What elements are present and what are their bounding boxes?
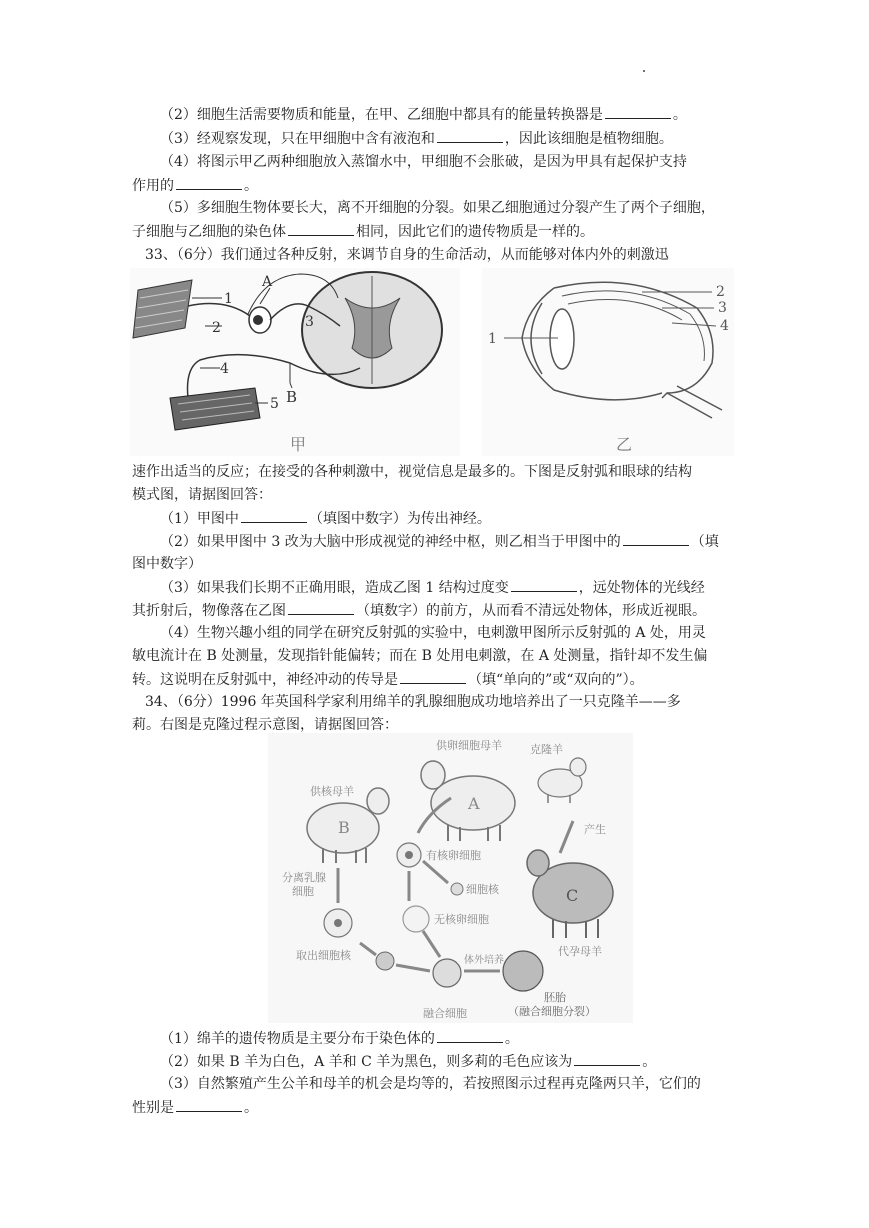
answer-blank[interactable] [241,508,307,523]
q34-intro: 34、（6分）1996 年英国科学家利用绵羊的乳腺细胞成功地培养出了一只克隆羊——多 [145,694,681,710]
answer-blank[interactable] [574,1051,640,1066]
label-embryo-note: （融合细胞分裂） [508,1005,596,1018]
eyeball-diagram [482,268,734,456]
q33-item-4-cont: 敏电流计在 B 处测量，发现指针能偏转；而在 B 处用电刺激，在 A 处测量，指针却不发生偏 [132,648,708,664]
q32-item-2: （2）细胞生活需要物质和能量，在甲、乙细胞中都具有的能量转换器是 。 [160,104,745,125]
q34-item-3-cont: 性别是 。 [132,1097,742,1118]
answer-blank[interactable] [437,1028,503,1043]
cloning-figure [268,733,633,1023]
q34-intro-2: 莉。右图是克隆过程示意图，请据图回答： [132,717,398,733]
jia-label-4: 4 [220,361,229,377]
q34-item-1: （1）绵羊的遗传物质是主要分布于染色体的 。 [160,1028,745,1049]
label-surrogate: 代孕母羊 [558,945,602,958]
q34-item-3: （3）自然繁殖产生公羊和母羊的机会是均等的，若按照图示过程再克隆两只羊，它们的 [160,1076,701,1092]
reflex-arc-diagram [130,268,460,456]
answer-blank[interactable] [623,531,689,546]
label-sep2: 细胞 [292,885,314,898]
yi-label-2: 2 [716,284,725,300]
label-A: A [468,794,480,813]
label-donor-egg: 供卵细胞母羊 [436,739,502,752]
reflex-arc-figure [130,268,460,456]
jia-label-B: B [286,388,298,406]
jia-label-3: 3 [305,314,314,330]
label-in-vitro: 体外培养 [464,955,504,966]
label-nucleus: 细胞核 [466,883,499,896]
label-produce: 产生 [584,823,606,836]
jia-label-A: A [262,274,273,290]
q33-item-3-cont: 其折射后，物像落在乙图 （填数字）的前方，从而看不清远处物体，形成近视眼。 [132,600,742,621]
yi-label-1: 1 [488,331,497,347]
q33-item-1: （1）甲图中 （填图中数字）为传出神经。 [160,508,745,529]
yi-caption: 乙 [616,435,633,454]
label-nucleated-egg: 有核卵细胞 [426,849,481,862]
q33-item-2: （2）如果甲图中 3 改为大脑中形成视觉的神经中枢，则乙相当于甲图中的 （填 [160,531,745,552]
answer-blank[interactable] [400,669,466,684]
jia-label-2: 2 [212,320,221,336]
yi-label-3: 3 [718,300,727,316]
label-C: C [566,886,579,905]
q33-item-4-cont2: 转。这说明在反射弧中，神经冲动的传导是 （填“单向的”或“双向的”）。 [132,669,742,690]
answer-blank[interactable] [511,577,577,592]
label-enucleated-egg: 无核卵细胞 [434,913,489,926]
answer-blank[interactable] [437,128,503,143]
jia-caption: 甲 [290,435,307,454]
label-donor-nucleus: 供核母羊 [310,785,354,798]
label-embryo: 胚胎 [544,991,566,1004]
q33-item-2-cont: 图中数字） [132,556,202,572]
page-dot [643,70,645,72]
answer-blank[interactable] [605,104,671,119]
label-take-nucleus: 取出细胞核 [296,949,351,962]
cloning-diagram [268,733,633,1023]
label-fused: 融合细胞 [423,1007,467,1020]
q32-item-5-cont: 子细胞与乙细胞的染色体 相同，因此它们的遗传物质是一样的。 [132,221,742,242]
eyeball-figure [482,268,734,456]
answer-blank[interactable] [176,1097,242,1112]
answer-blank[interactable] [176,175,242,190]
q34-item-2: （2）如果 B 羊为白色，A 羊和 C 羊为黑色，则多莉的毛色应该为 。 [160,1051,745,1072]
label-sep1: 分离乳腺 [282,871,326,884]
q33-item-4: （4）生物兴趣小组的同学在研究反射弧的实验中，电刺激甲图所示反射弧的 A 处，用灵 [160,625,706,641]
q33-intro-2: 速作出适当的反应；在接受的各种刺激中，视觉信息是最多的。下图是反射弧和眼球的结构 [132,464,692,480]
yi-label-4: 4 [720,318,729,334]
q32-item-4: （4）将图示甲乙两种细胞放入蒸馏水中，甲细胞不会胀破，是因为甲具有起保护支持 [160,154,687,170]
label-clone: 克隆羊 [530,743,563,756]
label-B: B [338,818,350,837]
q33-intro: 33、（6分）我们通过各种反射，来调节自身的生命活动，从而能够对体内外的刺激迅 [145,247,669,263]
q33-item-3: （3）如果我们长期不正确用眼，造成乙图 1 结构过度变 ，远处物体的光线经 [160,577,745,598]
answer-blank[interactable] [288,600,354,615]
jia-label-5: 5 [270,396,279,412]
q32-item-3: （3）经观察发现，只在甲细胞中含有液泡和 ，因此该细胞是植物细胞。 [160,128,745,149]
q32-item-4-cont: 作用的 。 [132,175,742,196]
answer-blank[interactable] [288,221,354,236]
jia-label-1: 1 [224,291,233,307]
q32-item-5: （5）多细胞生物体要长大，离不开细胞的分裂。如果乙细胞通过分裂产生了两个子细胞， [160,200,715,216]
q33-intro-3: 模式图，请据图回答： [132,487,272,503]
